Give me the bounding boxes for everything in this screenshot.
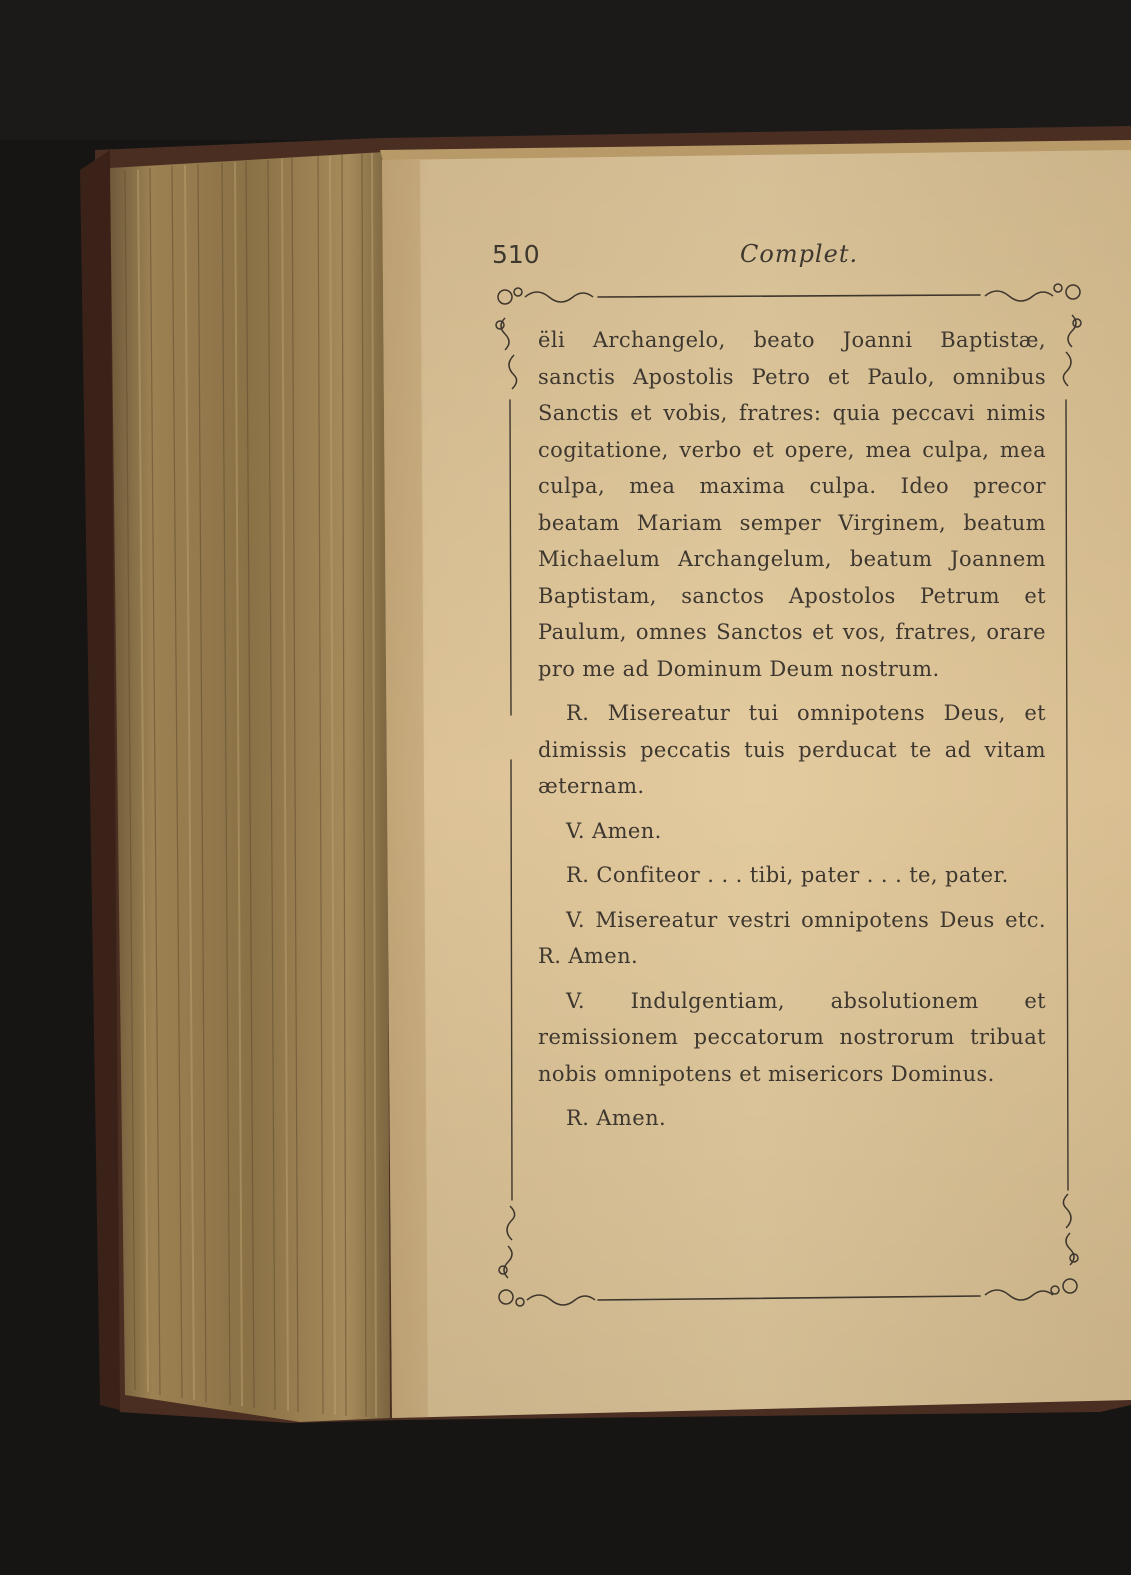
page-text	[538, 322, 1046, 1137]
paragraph: V. Amen.	[566, 818, 662, 843]
paragraph: V. Indulgentiam, absolutionem et remissionem peccatorum nostrorum tribuat nobis omnipotens et misericors Dominus.	[538, 988, 1046, 1086]
paragraph: V. Misereatur vestri omnipotens Deus etc. R. Amen.	[538, 907, 1046, 968]
paragraph: ëli Archangelo, beato Joanni Baptistæ, sanctis Apostolis Petro et Paulo, omnibus Sanctis et vobis, fratres: quia peccavi nimis cogitatione, verbo et opere, mea culpa, mea culpa, mea maxima culpa. Ideo precor beatam Mariam semper Virginem, beatum Michaelum Archangelum, beatum Joannem Baptistam, sanctos Apostolos Petrum et Paulum, omnes Sanctos et vos, fratres, orare pro me ad Dominum Deum nostrum.	[538, 328, 1046, 681]
page-number: 510	[492, 240, 540, 269]
paragraph: R. Misereatur tui omnipotens Deus, et dimissis peccatis tuis perducat te ad vitam æternam.	[538, 701, 1046, 798]
paragraph: R. Amen.	[566, 1106, 667, 1130]
paragraph: R. Confiteor . . . tibi, pater . . . te, pater.	[566, 863, 1009, 887]
running-head: Complet.	[740, 240, 859, 268]
